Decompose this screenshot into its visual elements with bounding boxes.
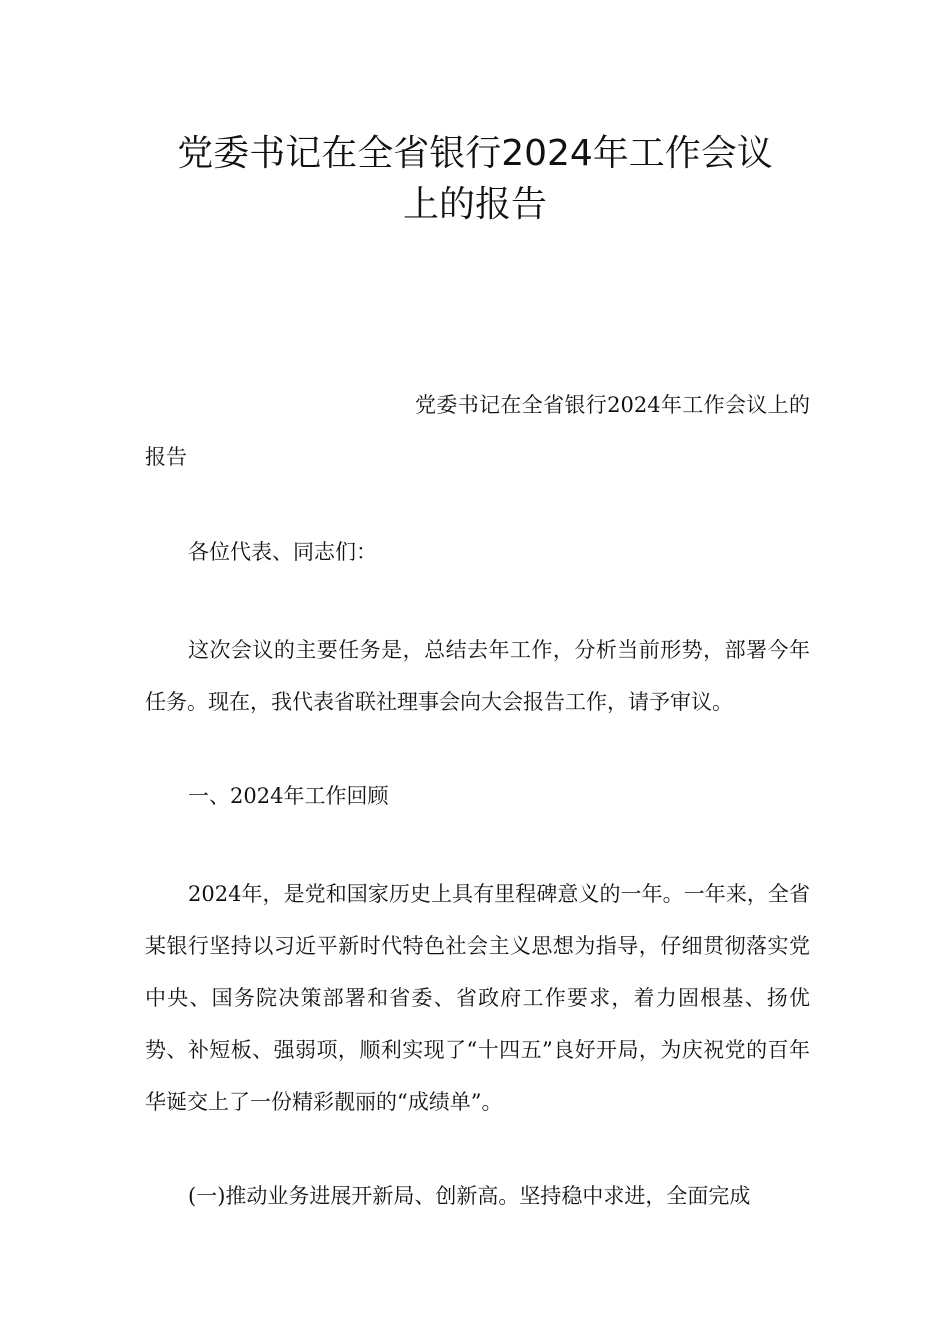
document-title-line-1: 党委书记在全省银行2024年工作会议 [177,133,773,174]
review-paragraph: 2024年，是党和国家历史上具有里程碑意义的一年。一年来，全省某银行坚持以习近平新时代特色社会主义思想为指导，仔细贯彻落实党中央、国务院决策部署和省委、省政府工作要求，着力固根基、扬优势、补短板、强弱项，顺利实现了“十四五”良好开局，为庆祝党的百年华诞交上了一份精彩靓丽的“成绩单”。 [145,882,810,1114]
greeting-paragraph: 各位代表、同志们： [188,540,377,564]
document-title-line-2: 上的报告 [402,184,547,225]
document-subtitle: 党委书记在全省银行2024年工作会议上的报告 [145,393,810,469]
subsection-paragraph: (一)推动业务进展开新局、创新高。坚持稳中求进，全面完成 [188,1184,751,1208]
document-title [120,128,830,230]
intro-paragraph: 这次会议的主要任务是，总结去年工作，分析当前形势，部署今年任务。现在，我代表省联社理事会向大会报告工作，请予审议。 [145,638,810,714]
section-heading: 一、2024年工作回顾 [188,784,389,808]
